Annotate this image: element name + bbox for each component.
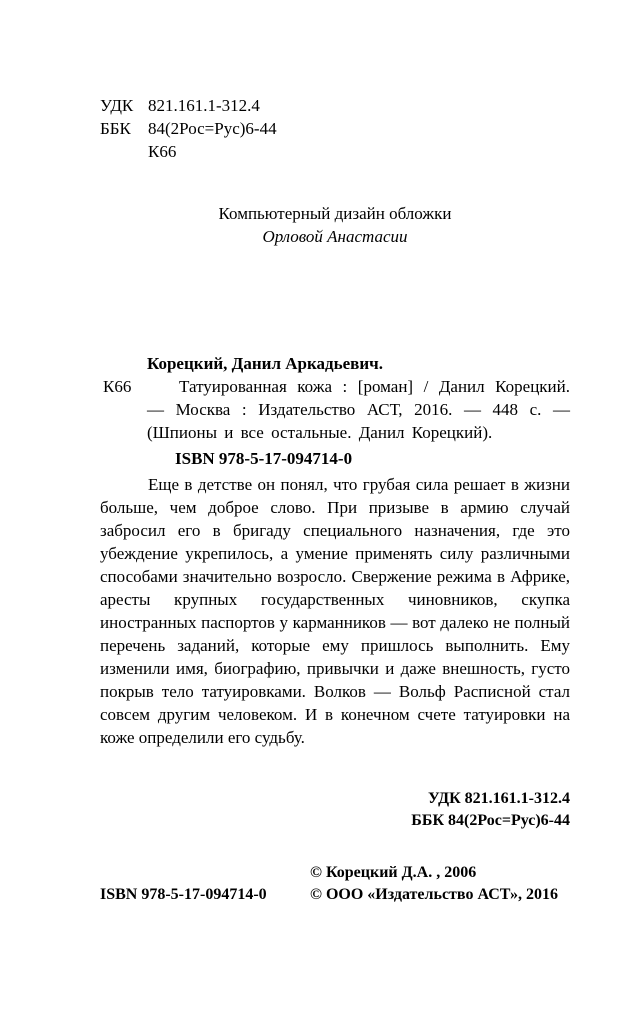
udk-line xyxy=(100,94,277,117)
udk-label: УДК xyxy=(100,96,134,115)
author-sign-line xyxy=(100,140,277,163)
isbn-entry: ISBN 978-5-17-094714-0 xyxy=(175,449,353,468)
bbk-value: 84(2Рос=Рус)6-44 xyxy=(148,119,277,138)
copyright-block xyxy=(100,862,570,906)
cover-design-credit xyxy=(100,202,570,248)
cover-design-title: Компьютерный дизайн обложки xyxy=(218,204,452,223)
author-heading: Корецкий, Данил Аркадьевич. xyxy=(147,354,383,373)
classification-codes-top xyxy=(100,94,277,163)
catalog-card xyxy=(100,352,570,749)
copyright-author-line xyxy=(100,862,570,884)
isbn-bottom: ISBN 978-5-17-094714-0 xyxy=(100,886,267,903)
classification-codes-right xyxy=(100,788,570,832)
cover-designer-name: Орловой Анастасии xyxy=(262,227,408,246)
copyright-publisher-line xyxy=(100,884,570,906)
copyright-publisher: © ООО «Издательство АСТ», 2016 xyxy=(310,886,559,903)
udk-right: УДК 821.161.1-312.4 xyxy=(427,790,570,807)
annotation-text: Еще в детстве он понял, что грубая сила решает в жизни больше, чем доброе слово. При призыве в армию случай забросил его в бригаду специального назначения, где это убеждение укрепилось, а умение применять силу различными способами значительно возросло. Свержение режима в Африке, аресты крупных государственных чиновников, скупка иностранных паспортов у карманников — вот далеко не полный перечень заданий, которые ему пришлось выполнить. Ему изменили имя, биографию, привычки и даже внешность, густо покрыв тело татуировками. Волков — Вольф Расписной стал совсем другим человеком. И в конечном счете татуировки на коже определили его судьбу. xyxy=(100,475,570,747)
bbk-right: ББК 84(2Рос=Рус)6-44 xyxy=(411,812,570,829)
bbk-label: ББК xyxy=(100,119,131,138)
author-sign-top: К66 xyxy=(148,142,177,161)
bibliographic-entry xyxy=(103,375,570,444)
author-sign: К66 xyxy=(103,377,132,396)
udk-value: 821.161.1-312.4 xyxy=(148,96,260,115)
bbk-line xyxy=(100,117,277,140)
copyright-author: © Корецкий Д.А. , 2006 xyxy=(310,864,477,881)
bibliographic-text: Татуированная кожа : [роман] / Данил Корецкий. — Москва : Издательство АСТ, 2016. — 448 с. — (Шпионы и все остальные. Данил Корецкий). xyxy=(147,377,570,442)
